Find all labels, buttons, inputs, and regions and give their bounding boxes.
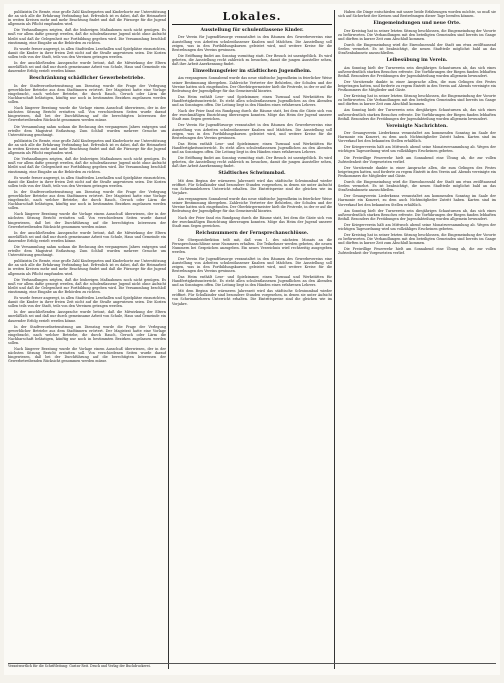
paragraph: Die Verhandlungen zeigten, daß die bisherigen Maßnahmen noch nicht genügen. Es muß vor allem dafür gesorgt werden, daß die schulentlassene Jugend nicht ohne Aufsicht bleibt und daß ihr Gelegenheit zur Fortbildung gegeben wird. Die Versammlung beschloß einstimmig, eine Eingabe an die Behörden zu richten. xyxy=(8,157,166,174)
column-right xyxy=(338,10,496,669)
masthead: Lokales. xyxy=(172,10,332,25)
paragraph: Die Versammlung nahm sodann die Rechnung des vergangenen Jahres entgegen und erteilte dem Magistrat Entlastung. Zum Schluß wurden mehrere Gesuche um Unterstützung genehmigt. xyxy=(8,124,166,137)
paragraph: In der Stadtverordnetensitzung am Dienstag wurde die Frage der Verlegung gewerblicher Betriebe aus dem Stadtinnern erörtert. Der Magistrat hatte eine Vorlage eingebracht, nach welcher Betriebe, die durch Rauch, Geruch oder Lärm die Nachbarschaft belästigen, künftig nur noch in bestimmten Bezirken zugelassen werden sollen. xyxy=(8,324,166,345)
paragraph: Mit dem Beginn der wärmeren Jahreszeit wird das städtische Schwimmbad wieder eröffnet. Für Schulkinder sind besondere Stunden vorgesehen, in denen sie unter Aufsicht von Schwimmlehrern Unterricht erhalten. Die Eintrittspreise sind die gleichen wie im Vorjahre. xyxy=(172,178,332,196)
paragraph: Mit dem Beginn der wärmeren Jahreszeit wird das städtische Schwimmbad wieder eröffnet. Für Schulkinder sind besondere Stunden vorgesehen, in denen sie unter Aufsicht von Schwimmlehrern Unterricht erhalten. Die Eintrittspreise sind die gleichen wie im Vorjahre. xyxy=(172,289,332,306)
paragraph: Das Heim enthält Lese- und Spielzimmer, einen Turnsaal und Werkstätten für Handfertigkeitsunterricht. Es steht allen schulentlassenen Jugendlichen an den Abenden und an Sonntagen offen. Die Leitung liegt in den Händen eines erfahrenen Lehrers. xyxy=(172,274,332,288)
paragraph: Der Kriegerverein hält am Mittwoch abend seine Monatsversammlung ab. Wegen der wichtigen Tagesordnung wird um vollzähliges Erscheinen gebeten. xyxy=(338,222,496,231)
paragraph: Durch die Eingemeindung wird die Einwohnerzahl der Stadt um etwa zwölftausend Seelen vermehrt. Es ist beabsichtigt, die neuen Stadtteile möglichst bald an das Straßenbahnnetz anzuschließen. xyxy=(338,42,496,56)
section-heading: Vereinigte Nachrichten. xyxy=(386,123,448,129)
paragraph: Nach längerer Beratung wurde die Vorlage einem Ausschuß überwiesen, der in der nächsten Sitzung Bericht erstatten soll. Von verschiedenen Seiten wurde darauf hingewiesen, daß bei der Durchführung auf die berechtigten Interessen der Gewerbetreibenden Rücksicht genommen werden müsse. xyxy=(8,106,166,123)
paragraph: Die Eröffnung findet am Sonntag vormittag statt. Der Besuch ist unentgeltlich. Es wird gebeten, die Ausstellung recht zahlreich zu besuchen, damit die jungen Aussteller sehen, daß ihre Arbeit Anerkennung findet. xyxy=(172,53,332,66)
paragraph: Es wurde ferner angeregt, in allen Stadtteilen Lesehallen und Spielplätze einzurichten, damit die Kinder in ihrer freien Zeit nicht auf die Straße angewiesen seien. Die Kosten sollen teils von der Stadt, teils von den Vereinen getragen werden. xyxy=(8,175,166,188)
paragraph: Nach längerer Beratung wurde die Vorlage einem Ausschuß überwiesen, der in der nächsten Sitzung Bericht erstatten soll. Von verschiedenen Seiten wurde darauf hingewiesen, daß bei der Durchführung auf die berechtigten Interessen der Gewerbetreibenden Rücksicht genommen werden müsse. xyxy=(8,212,166,229)
paragraph: Am vergangenen Sonnabend wurde das neue städtische Jugendheim in feierlicher Weise seiner Bestimmung übergeben. Zahlreiche Vertreter der Behörden, der Schulen und der Vereine hatten sich eingefunden. Der Oberbürgermeister hielt die Festrede, in der er auf die Bedeutung der Jugendpflege für das Gemeinwohl hinwies. xyxy=(172,197,332,214)
section-heading: Eingemeindungen und neue Orte. xyxy=(373,21,461,27)
column-left xyxy=(8,10,166,669)
paragraph: Nach der Feier fand ein Rundgang durch die Räume statt, bei dem die Gäste sich von der zweckmäßigen Einrichtung überzeugen konnten. Möge das Heim der Jugend unserer Stadt zum Segen gereichen. xyxy=(172,215,332,228)
paragraph: Der Verein für Jugendfürsorge veranstaltet in den Räumen des Gewerbevereins eine Ausstellung von Arbeiten schulentlassener Knaben und Mädchen. Die Ausstellung soll zeigen, was in den Fortbildungskursen geleistet wird, und weitere Kreise für die Bestrebungen des Vereins gewinnen. xyxy=(172,256,332,273)
paragraph: Der Kreistag hat in seiner letzten Sitzung beschlossen, die Eingemeindung der Vororte zu befürworten. Die Verhandlungen mit den beteiligten Gemeinden sind bereits im Gange und dürften in kurzer Zeit zum Abschluß kommen. xyxy=(338,94,496,107)
newspaper-page xyxy=(4,4,500,675)
footer-note: Verantwortlich für die Schriftleitung: Gustav Reit. Druck und Verlag der Buchdruckerei. xyxy=(8,663,496,669)
section-heading: Beschränkung schädlicher Gewerbebetriebe. xyxy=(29,76,145,82)
paragraph: Die Verhandlungen zeigten, daß die bisherigen Maßnahmen noch nicht genügen. Es muß vor allem dafür gesorgt werden, daß die schulentlassene Jugend nicht ohne Aufsicht bleibt und daß ihr Gelegenheit zur Fortbildung gegeben wird. Die Versammlung beschloß einstimmig, eine Eingabe an die Behörden zu richten. xyxy=(8,277,166,294)
paragraph: Die Oberpostdirektion teilt mit, daß vom 1. des nächsten Monats an die Fernsprechanschlüsse neue Nummern erhalten. Die Teilnehmer werden gebeten, die neuen Nummern bei Gesprächen anzugeben. Ein neues Verzeichnis wird rechtzeitig ausgegeben werden. xyxy=(172,238,332,255)
paragraph: Durch die Eingemeindung wird die Einwohnerzahl der Stadt um etwa zwölftausend Seelen vermehrt. Es ist beabsichtigt, die neuen Stadtteile möglichst bald an das Straßenbahnnetz anzuschließen. xyxy=(338,180,496,193)
paragraph: Der Vorsitzende dankte in einer Ansprache allen, die zum Gelingen des Festes beigetragen hatten, und forderte zu regem Eintritt in den Verein auf. Abends vereinigte ein Festkommers die Mitglieder und Gäste. xyxy=(338,165,496,178)
paragraph: Es wurde ferner angeregt, in allen Stadtteilen Lesehallen und Spielplätze einzurichten, damit die Kinder in ihrer freien Zeit nicht auf die Straße angewiesen seien. Die Kosten sollen teils von der Stadt, teils von den Vereinen getragen werden. xyxy=(8,46,166,59)
section-heading: Leibesübung im Verein. xyxy=(386,58,448,64)
paragraph: publizistin Dr. Bemte, eine große Zahl Kindergarten und Kinderhorte zur Unterstützung die an sich alle die Erfahrung Verbindung hat. Erfreulich ist es dabei, daß die Heimarbeit in weiten Kreisen mehr und mehr Beachtung findet und daß die Fürsorge für die Jugend allgemein als Pflicht empfunden wird. xyxy=(8,138,166,156)
paragraph: Am Sonntag hielt der Turnverein sein diesjähriges Schauturnen ab, das sich eines außerordentlich starken Besuches erfreute. Die Vorführungen der Riegen fanden lebhaften Beifall. Besonders die Freiübungen der Jugendabteilung wurden allgemein bewundert. xyxy=(338,65,496,78)
paragraph: In der Stadtverordnetensitzung am Dienstag wurde die Frage der Verlegung gewerblicher Betriebe aus dem Stadtinnern erörtert. Der Magistrat hatte eine Vorlage eingebracht, nach welcher Betriebe, die durch Rauch, Geruch oder Lärm die Nachbarschaft belästigen, künftig nur noch in bestimmten Bezirken zugelassen werden sollen. xyxy=(8,83,166,105)
column-rule xyxy=(334,10,335,669)
paragraph: Der Verein für Jugendfürsorge veranstaltet in den Räumen des Gewerbevereins eine Ausstellung von Arbeiten schulentlassener Knaben und Mädchen. Die Ausstellung soll zeigen, was in den Fortbildungskursen geleistet wird, und weitere Kreise für die Bestrebungen des Vereins gewinnen. xyxy=(172,123,332,140)
paragraph: Nach der Feier fand ein Rundgang durch die Räume statt, bei dem die Gäste sich von der zweckmäßigen Einrichtung überzeugen konnten. Möge das Heim der Jugend unserer Stadt zum Segen gereichen. xyxy=(172,109,332,122)
paragraph: In der anschließenden Aussprache wurde betont, daß die Mitwirkung der Eltern unerläßlich sei und daß nur durch gemeinsame Arbeit von Schule, Haus und Gemeinde ein dauernder Erfolg erzielt werden könne. xyxy=(8,310,166,323)
paragraph: Es wurde ferner angeregt, in allen Stadtteilen Lesehallen und Spielplätze einzurichten, damit die Kinder in ihrer freien Zeit nicht auf die Straße angewiesen seien. Die Kosten sollen teils von der Stadt, teils von den Vereinen getragen werden. xyxy=(8,296,166,309)
paragraph: Die Versammlung nahm sodann die Rechnung des vergangenen Jahres entgegen und erteilte dem Magistrat Entlastung. Zum Schluß wurden mehrere Gesuche um Unterstützung genehmigt. xyxy=(8,245,166,258)
paragraph: Der Verein für Jugendfürsorge veranstaltet in den Räumen des Gewerbevereins eine Ausstellung von Arbeiten schulentlassener Knaben und Mädchen. Die Ausstellung soll zeigen, was in den Fortbildungskursen geleistet wird, und weitere Kreise für die Bestrebungen des Vereins gewinnen. xyxy=(172,35,332,52)
paragraph: Die Verhandlungen zeigten, daß die bisherigen Maßnahmen noch nicht genügen. Es muß vor allem dafür gesorgt werden, daß die schulentlassene Jugend nicht ohne Aufsicht bleibt und daß ihr Gelegenheit zur Fortbildung gegeben wird. Die Versammlung beschloß einstimmig, eine Eingabe an die Behörden zu richten. xyxy=(8,28,166,45)
paragraph: In der anschließenden Aussprache wurde betont, daß die Mitwirkung der Eltern unerläßlich sei und daß nur durch gemeinsame Arbeit von Schule, Haus und Gemeinde ein dauernder Erfolg erzielt werden könne. xyxy=(8,61,166,74)
section-heading: Ausstellung für schulentlassene Kinder. xyxy=(200,28,304,33)
paragraph: publizistin Dr. Bemte, eine große Zahl Kindergarten und Kinderhorte zur Unterstützung die an sich alle die Erfahrung Verbindung hat. Erfreulich ist es dabei, daß die Heimarbeit in weiten Kreisen mehr und mehr Beachtung findet und daß die Fürsorge für die Jugend allgemein als Pflicht empfunden wird. xyxy=(8,10,166,27)
section-heading: Reichsnummern der Fernsprechanschlüsse. xyxy=(195,230,309,236)
paragraph: Am Sonntag hielt der Turnverein sein diesjähriges Schauturnen ab, das sich eines außerordentlich starken Besuches erfreute. Die Vorführungen der Riegen fanden lebhaften Beifall. Besonders die Freiübungen der Jugendabteilung wurden allgemein bewundert. xyxy=(338,108,496,121)
paragraph: In der Stadtverordnetensitzung am Dienstag wurde die Frage der Verlegung gewerblicher Betriebe aus dem Stadtinnern erörtert. Der Magistrat hatte eine Vorlage eingebracht, nach welcher Betriebe, die durch Rauch, Geruch oder Lärm die Nachbarschaft belästigen, künftig nur noch in bestimmten Bezirken zugelassen werden sollen. xyxy=(8,189,166,211)
paragraph: Der Gesangverein Liederkranz veranstaltet am kommenden Sonntag im Saale der Harmonie ein Konzert, zu dem auch Nichtmitglieder Zutritt haben. Karten sind im Vorverkauf bei den bekannten Stellen erhältlich. xyxy=(338,194,496,207)
paragraph: Haben die Dinge entschieden mit unsre beide Erfahrungen worden möchte, so muß sie sich auf Sicherheit der Kreisen und Bestrebungen dieser Tage berufen können. xyxy=(338,10,496,19)
paragraph: Am Sonntag hielt der Turnverein sein diesjähriges Schauturnen ab, das sich eines außerordentlich starken Besuches erfreute. Die Vorführungen der Riegen fanden lebhaften Beifall. Besonders die Freiübungen der Jugendabteilung wurden allgemein bewundert. xyxy=(338,208,496,221)
section-heading: Städtisches Schwimmbad. xyxy=(218,171,286,177)
paragraph: Die Freiwillige Feuerwehr hielt am Sonnabend eine Übung ab, die zur vollen Zufriedenheit der Vorgesetzten verlief. xyxy=(338,155,496,164)
paragraph: publizistin Dr. Bemte, eine große Zahl Kindergarten und Kinderhorte zur Unterstützung die an sich alle die Erfahrung Verbindung hat. Erfreulich ist es dabei, daß die Heimarbeit in weiten Kreisen mehr und mehr Beachtung findet und daß die Fürsorge für die Jugend allgemein als Pflicht empfunden wird. xyxy=(8,259,166,276)
section-heading: Einweihungsfeier im städtischen Jugendheim. xyxy=(192,69,312,75)
paragraph: Das Heim enthält Lese- und Spielzimmer, einen Turnsaal und Werkstätten für Handfertigkeitsunterricht. Es steht allen schulentlassenen Jugendlichen an den Abenden und an Sonntagen offen. Die Leitung liegt in den Händen eines erfahrenen Lehrers. xyxy=(172,94,332,108)
paragraph: Die Eröffnung findet am Sonntag vormittag statt. Der Besuch ist unentgeltlich. Es wird gebeten, die Ausstellung recht zahlreich zu besuchen, damit die jungen Aussteller sehen, daß ihre Arbeit Anerkennung findet. xyxy=(172,156,332,169)
paragraph: Das Heim enthält Lese- und Spielzimmer, einen Turnsaal und Werkstätten für Handfertigkeitsunterricht. Es steht allen schulentlassenen Jugendlichen an den Abenden und an Sonntagen offen. Die Leitung liegt in den Händen eines erfahrenen Lehrers. xyxy=(172,141,332,154)
paragraph: Der Kreistag hat in seiner letzten Sitzung beschlossen, die Eingemeindung der Vororte zu befürworten. Die Verhandlungen mit den beteiligten Gemeinden sind bereits im Gange und dürften in kurzer Zeit zum Abschluß kommen. xyxy=(338,28,496,41)
column-rule xyxy=(168,10,169,669)
paragraph: Am vergangenen Sonnabend wurde das neue städtische Jugendheim in feierlicher Weise seiner Bestimmung übergeben. Zahlreiche Vertreter der Behörden, der Schulen und der Vereine hatten sich eingefunden. Der Oberbürgermeister hielt die Festrede, in der er auf die Bedeutung der Jugendpflege für das Gemeinwohl hinwies. xyxy=(172,76,332,93)
paragraph: In der anschließenden Aussprache wurde betont, daß die Mitwirkung der Eltern unerläßlich sei und daß nur durch gemeinsame Arbeit von Schule, Haus und Gemeinde ein dauernder Erfolg erzielt werden könne. xyxy=(8,230,166,243)
paragraph: Die Freiwillige Feuerwehr hielt am Sonnabend eine Übung ab, die zur vollen Zufriedenheit der Vorgesetzten verlief. xyxy=(338,247,496,256)
paragraph: Der Vorsitzende dankte in einer Ansprache allen, die zum Gelingen des Festes beigetragen hatten, und forderte zu regem Eintritt in den Verein auf. Abends vereinigte ein Festkommers die Mitglieder und Gäste. xyxy=(338,79,496,93)
paragraph: Der Gesangverein Liederkranz veranstaltet am kommenden Sonntag im Saale der Harmonie ein Konzert, zu dem auch Nichtmitglieder Zutritt haben. Karten sind im Vorverkauf bei den bekannten Stellen erhältlich. xyxy=(338,131,496,144)
column-middle xyxy=(172,10,332,669)
paragraph: Nach längerer Beratung wurde die Vorlage einem Ausschuß überwiesen, der in der nächsten Sitzung Bericht erstatten soll. Von verschiedenen Seiten wurde darauf hingewiesen, daß bei der Durchführung auf die berechtigten Interessen der Gewerbetreibenden Rücksicht genommen werden müsse. xyxy=(8,347,166,364)
paragraph: Der Kriegerverein hält am Mittwoch abend seine Monatsversammlung ab. Wegen der wichtigen Tagesordnung wird um vollzähliges Erscheinen gebeten. xyxy=(338,145,496,154)
paragraph: Der Kreistag hat in seiner letzten Sitzung beschlossen, die Eingemeindung der Vororte zu befürworten. Die Verhandlungen mit den beteiligten Gemeinden sind bereits im Gange und dürften in kurzer Zeit zum Abschluß kommen. xyxy=(338,233,496,246)
